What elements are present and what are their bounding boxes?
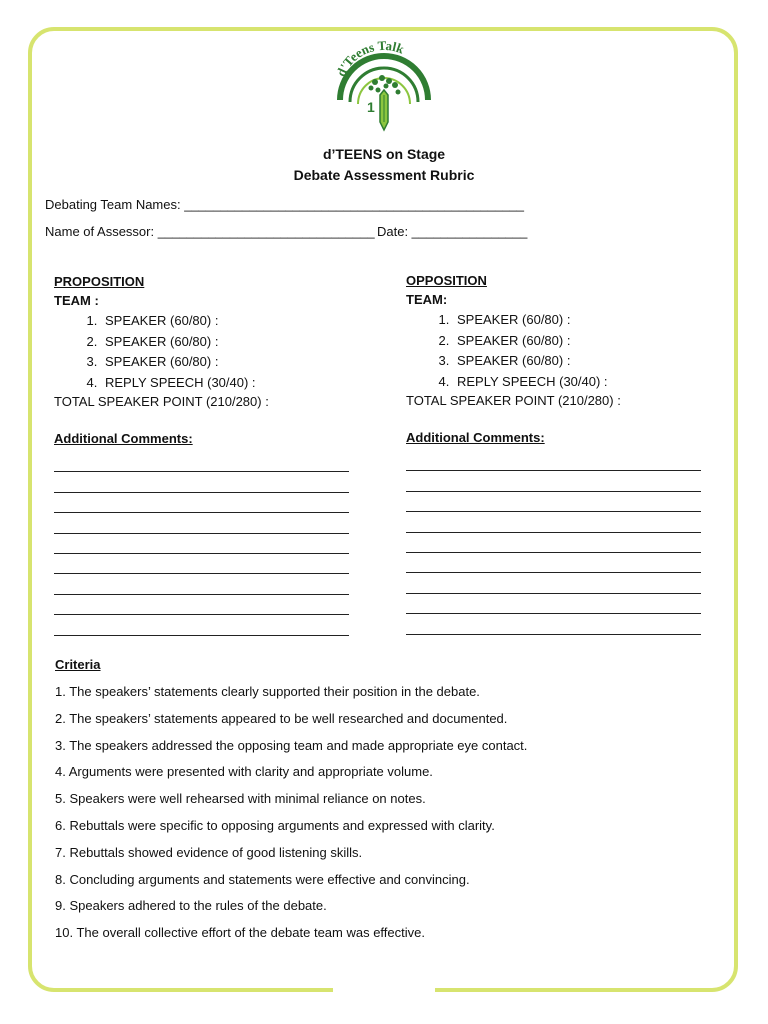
proposition-comments-heading: Additional Comments:: [54, 431, 193, 446]
page-border-gap: [333, 984, 435, 998]
criteria-item: 10. The overall collective effort of the debate team was effective.: [55, 925, 425, 941]
criteria-item: 3. The speakers addressed the opposing team and made appropriate eye contact.: [55, 737, 528, 753]
svg-text:1: 1: [367, 99, 375, 115]
speaker-item: 1. SPEAKER (60/80) :: [101, 311, 374, 332]
comment-line: [54, 595, 349, 615]
logo-text: d'Teens Talk: [333, 40, 407, 79]
criteria-item: 6. Rebuttals were specific to opposing arguments and expressed with clarity.: [55, 817, 495, 833]
comment-line: [406, 533, 701, 553]
comment-line: [406, 471, 701, 491]
criteria-item: 5. Speakers were well rehearsed with minimal reliance on notes.: [55, 791, 426, 807]
speaker-item: 1. SPEAKER (60/80) :: [453, 310, 726, 331]
proposition-section: [54, 274, 374, 636]
comment-line: [406, 614, 701, 634]
comment-line: [406, 553, 701, 573]
comment-line: [54, 534, 349, 554]
criteria-section: [55, 657, 715, 952]
opposition-speaker-list: [406, 310, 726, 392]
comment-line: [54, 554, 349, 574]
speaker-item: 3. SPEAKER (60/80) :: [453, 351, 726, 372]
opposition-section: [406, 273, 726, 635]
speaker-item: 3. SPEAKER (60/80) :: [101, 352, 374, 373]
opposition-comments-heading: Additional Comments:: [406, 430, 545, 445]
proposition-heading: PROPOSITION: [54, 274, 145, 289]
team-names-field: Debating Team Names: _______________________________________________: [45, 197, 525, 212]
criteria-heading: Criteria: [55, 657, 101, 672]
comment-line: [54, 574, 349, 594]
assessor-field: Name of Assessor: ______________________________: [45, 224, 375, 239]
speaker-item: 2. SPEAKER (60/80) :: [453, 331, 726, 352]
criteria-item: 7. Rebuttals showed evidence of good listening skills.: [55, 844, 363, 860]
speaker-item: 4. REPLY SPEECH (30/40) :: [101, 373, 374, 394]
comment-line: [406, 512, 701, 532]
opposition-total: TOTAL SPEAKER POINT (210/280) :: [406, 393, 621, 408]
opposition-team-label: TEAM:: [406, 292, 448, 307]
comment-line: [54, 452, 349, 472]
criteria-item: 4. Arguments were presented with clarity and appropriate volume.: [55, 764, 433, 780]
date-field: Date: ________________: [377, 224, 528, 239]
tree-pencil-logo-icon: [328, 40, 440, 140]
comment-line: [54, 513, 349, 533]
comment-line: [54, 493, 349, 513]
comment-line: [54, 615, 349, 635]
comment-line: [406, 573, 701, 593]
comment-line: [406, 594, 701, 614]
proposition-comment-lines: [54, 452, 374, 636]
criteria-item: 1. The speakers’ statements clearly supported their position in the debate.: [55, 684, 480, 699]
speaker-item: 2. SPEAKER (60/80) :: [101, 332, 374, 353]
proposition-speaker-list: [54, 311, 374, 393]
opposition-comment-lines: [406, 451, 726, 635]
comment-line: [406, 492, 701, 512]
comment-line: [54, 472, 349, 492]
criteria-item: 9. Speakers adhered to the rules of the debate.: [55, 898, 327, 914]
proposition-team-label: TEAM :: [54, 293, 99, 308]
page-subtitle: Debate Assessment Rubric: [293, 167, 475, 183]
criteria-item: 2. The speakers’ statements appeared to be well researched and documented.: [55, 710, 508, 726]
comment-line: [406, 451, 701, 471]
speaker-item: 4. REPLY SPEECH (30/40) :: [453, 372, 726, 393]
page-title: d’TEENS on Stage: [322, 146, 446, 162]
opposition-heading: OPPOSITION: [406, 273, 487, 288]
proposition-total: TOTAL SPEAKER POINT (210/280) :: [54, 394, 269, 409]
criteria-item: 8. Concluding arguments and statements were effective and convincing.: [55, 871, 470, 887]
